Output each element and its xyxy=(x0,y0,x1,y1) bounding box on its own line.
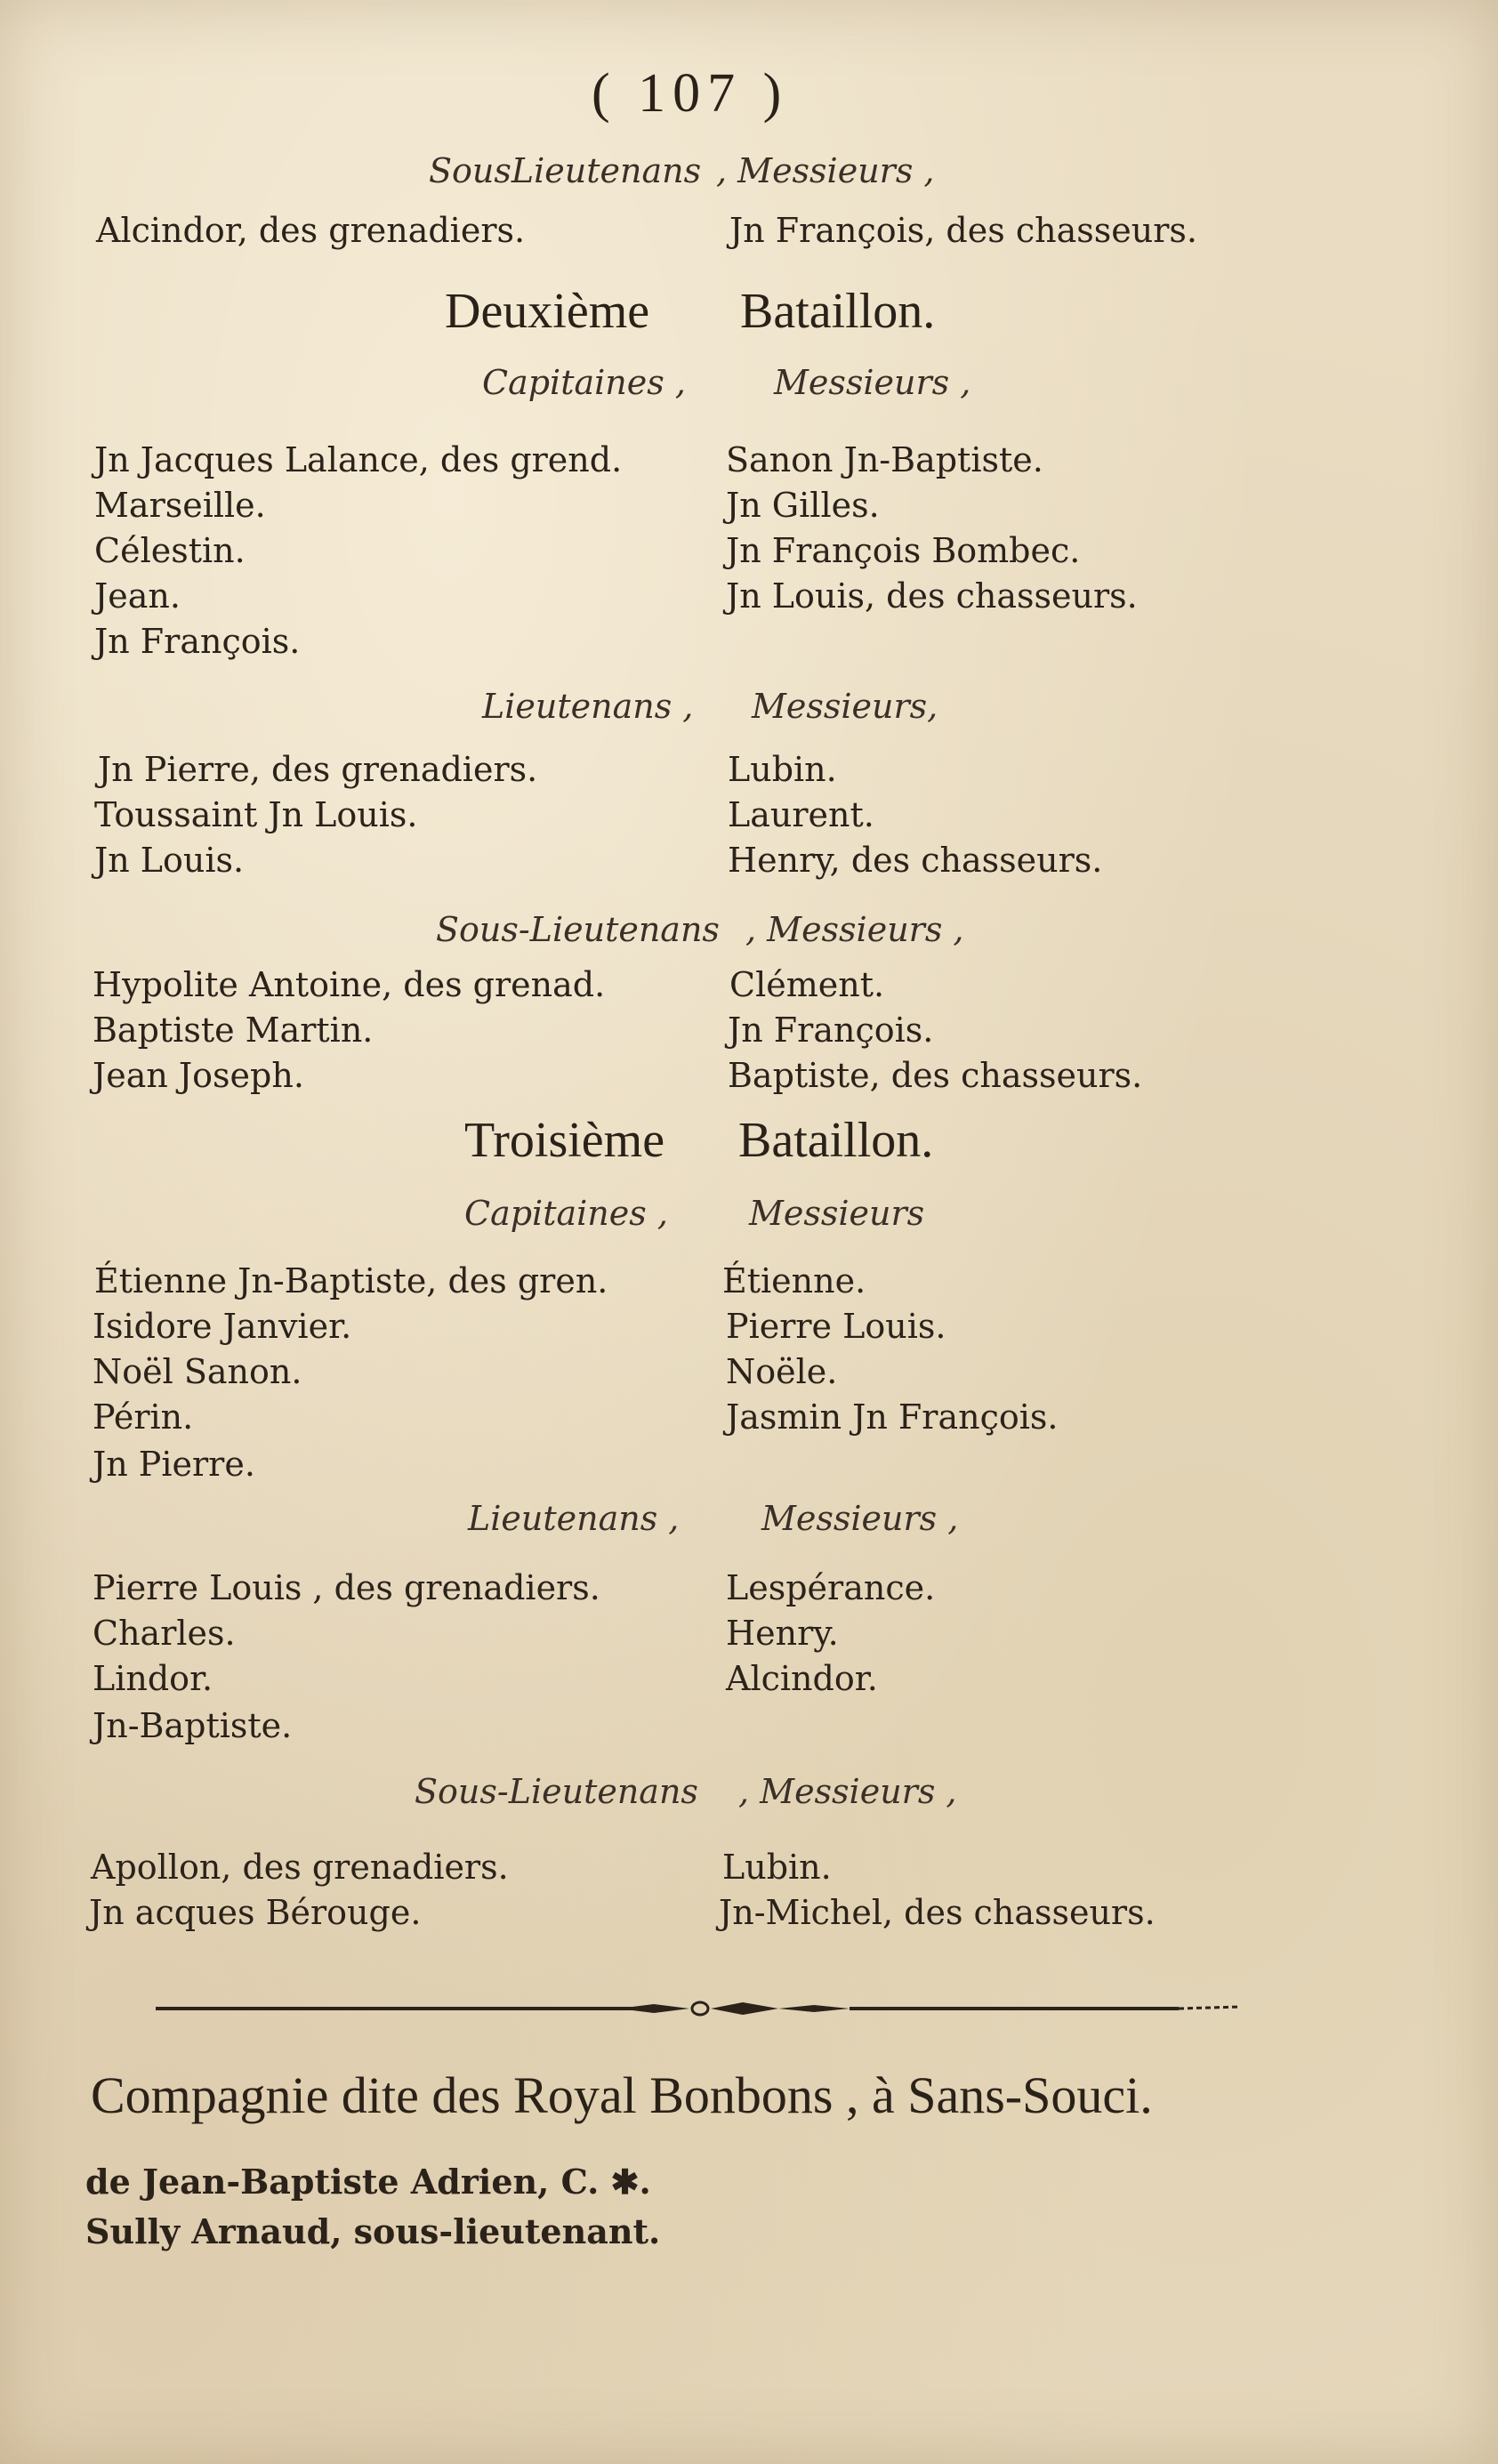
deuxieme-lieutenans-right-0: Lubin. xyxy=(728,750,837,789)
troisieme-lieutenans-left-2: Lindor. xyxy=(93,1659,213,1698)
deuxieme-lieutenans-right-2: Henry, des chasseurs. xyxy=(728,841,1103,880)
deuxieme-sous-lieutenans-right-0: Clément. xyxy=(729,965,885,1004)
deuxieme-capitaines-left-4: Jn François. xyxy=(94,622,301,661)
deuxieme-sous-lieutenans-right-2: Baptiste, des chasseurs. xyxy=(728,1056,1143,1095)
troisieme-lieutenans-left-3: Jn-Baptiste. xyxy=(93,1706,293,1745)
troisieme-lieutenans-right-0: Lespérance. xyxy=(726,1568,936,1607)
troisieme-capitaines-left-1: Isidore Janvier. xyxy=(93,1307,352,1346)
troisieme-capitaines-right-1: Pierre Louis. xyxy=(726,1307,946,1346)
deuxieme-lieutenans-left-1: Toussaint Jn Louis. xyxy=(94,795,418,834)
deuxieme-title-word2: Bataillon. xyxy=(740,284,936,339)
deuxieme-capitaines-right-2: Jn François Bombec. xyxy=(726,531,1081,570)
troisieme-capitaines-sep: Messieurs xyxy=(749,1194,925,1233)
page-number: ( 107 ) xyxy=(592,63,789,124)
deuxieme-sous-lieutenans-left-1: Baptiste Martin. xyxy=(93,1011,374,1050)
troisieme-capitaines-left-2: Noël Sanon. xyxy=(93,1352,302,1391)
company-title: Compagnie dite des Royal Bonbons , à Sans-Souci. xyxy=(91,2066,1153,2124)
troisieme-capitaines-right-2: Noële. xyxy=(726,1352,838,1391)
deuxieme-sous-lieutenans-right-1: Jn François. xyxy=(728,1011,934,1050)
troisieme-lieutenans-sep: Messieurs , xyxy=(761,1499,959,1538)
deuxieme-lieutenans-right-1: Laurent. xyxy=(728,795,874,834)
company-line-0: de Jean-Baptiste Adrien, C. ✱. xyxy=(85,2162,651,2202)
deuxieme-lieutenans-left-2: Jn Louis. xyxy=(94,841,245,880)
troisieme-lieutenans-right-1: Henry. xyxy=(726,1614,839,1653)
intro-right-0: Jn François, des chasseurs. xyxy=(729,211,1197,250)
deuxieme-capitaines-right-1: Jn Gilles. xyxy=(726,486,880,525)
deuxieme-capitaines-left-1: Marseille. xyxy=(94,486,266,525)
troisieme-lieutenans-right-2: Alcindor. xyxy=(726,1659,878,1698)
deuxieme-capitaines-sep: Messieurs , xyxy=(774,363,971,402)
deuxieme-lieutenans-left-0: Jn Pierre, des grenadiers. xyxy=(98,750,538,789)
intro-header-sep: , Messieurs , xyxy=(716,151,935,190)
troisieme-sous-lieutenans-right-1: Jn-Michel, des chasseurs. xyxy=(719,1893,1156,1932)
troisieme-capitaines-right-3: Jasmin Jn François. xyxy=(726,1397,1059,1437)
intro-left-0: Alcindor, des grenadiers. xyxy=(96,211,526,250)
deuxieme-capitaines-header: Capitaines , xyxy=(482,363,686,402)
deuxieme-sous-lieutenans-left-0: Hypolite Antoine, des grenad. xyxy=(93,965,606,1004)
deuxieme-lieutenans-header: Lieutenans , xyxy=(482,687,694,726)
deuxieme-lieutenans-sep: Messieurs, xyxy=(752,687,938,726)
deuxieme-sous-lieutenans-sep: , Messieurs , xyxy=(745,910,964,949)
troisieme-title-word1: Troisième xyxy=(464,1113,665,1168)
troisieme-lieutenans-left-0: Pierre Louis , des grenadiers. xyxy=(93,1568,600,1607)
deuxieme-title-word1: Deuxième xyxy=(445,284,650,339)
troisieme-sous-lieutenans-right-0: Lubin. xyxy=(722,1848,832,1887)
troisieme-lieutenans-left-1: Charles. xyxy=(93,1614,236,1653)
troisieme-capitaines-right-0: Étienne. xyxy=(722,1261,866,1300)
intro-header-rank: SousLieutenans xyxy=(429,151,702,190)
troisieme-sous-lieutenans-left-1: Jn acques Bérouge. xyxy=(89,1893,422,1932)
troisieme-lieutenans-header: Lieutenans , xyxy=(468,1499,680,1538)
deuxieme-capitaines-left-0: Jn Jacques Lalance, des grend. xyxy=(94,440,623,479)
ornamental-rule xyxy=(156,1998,1241,2019)
troisieme-capitaines-header: Capitaines , xyxy=(464,1194,668,1233)
deuxieme-sous-lieutenans-header: Sous-Lieutenans xyxy=(436,910,720,949)
troisieme-sous-lieutenans-header: Sous-Lieutenans xyxy=(415,1772,698,1811)
deuxieme-capitaines-right-3: Jn Louis, des chasseurs. xyxy=(726,576,1138,616)
troisieme-title-word2: Bataillon. xyxy=(738,1113,934,1168)
troisieme-sous-lieutenans-sep: , Messieurs , xyxy=(738,1772,957,1811)
deuxieme-capitaines-right-0: Sanon Jn-Baptiste. xyxy=(726,440,1043,479)
troisieme-capitaines-left-4: Jn Pierre. xyxy=(93,1445,255,1484)
troisieme-capitaines-left-3: Périn. xyxy=(93,1397,194,1437)
troisieme-sous-lieutenans-left-0: Apollon, des grenadiers. xyxy=(91,1848,509,1887)
troisieme-capitaines-left-0: Étienne Jn-Baptiste, des gren. xyxy=(94,1261,608,1300)
company-line-1: Sully Arnaud, sous-lieutenant. xyxy=(85,2211,661,2251)
deuxieme-capitaines-left-3: Jean. xyxy=(94,576,181,616)
deuxieme-capitaines-left-2: Célestin. xyxy=(94,531,246,570)
deuxieme-sous-lieutenans-left-2: Jean Joseph. xyxy=(93,1056,304,1095)
